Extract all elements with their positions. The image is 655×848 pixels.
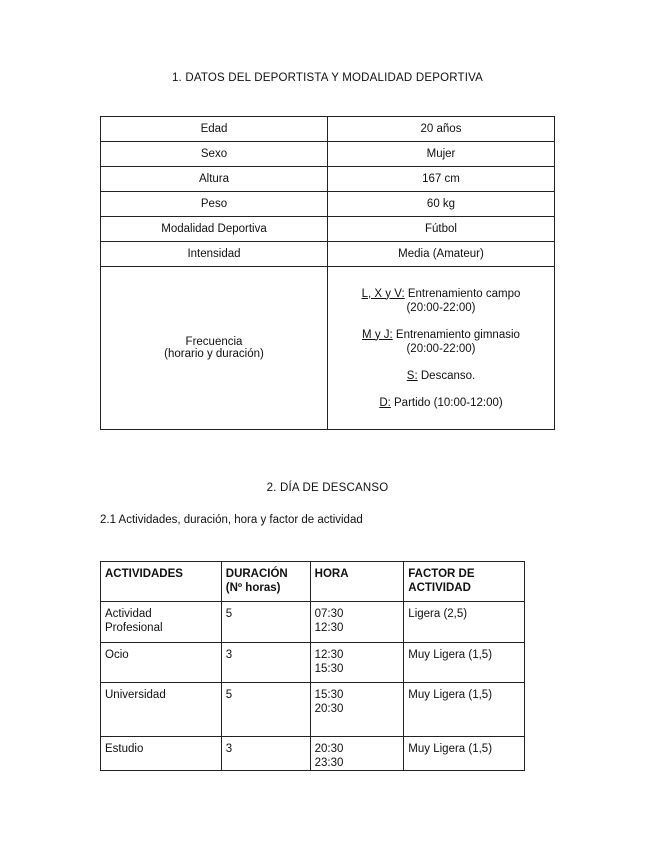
schedule-item <box>328 287 554 315</box>
hora-start: 15:30 <box>314 689 344 701</box>
header-factor-line2: ACTIVIDAD <box>408 582 471 594</box>
header-hora: HORA <box>310 562 404 602</box>
cell-duracion: 3 <box>221 643 310 683</box>
schedule-text: Entrenamiento gimnasio <box>392 328 520 341</box>
table-row <box>101 167 555 192</box>
schedule-time: (20:00-22:00) <box>406 301 476 314</box>
row-label: Edad <box>101 117 328 142</box>
row-value: 20 años <box>328 117 555 142</box>
cell-hora <box>310 683 404 737</box>
cell-actividad: Universidad <box>101 683 222 737</box>
cell-factor: Muy Ligera (1,5) <box>404 643 525 683</box>
cell-actividad: Estudio <box>101 737 222 771</box>
athlete-data-table <box>100 116 555 430</box>
cell-factor: Muy Ligera (1,5) <box>404 683 525 737</box>
table-header-row <box>101 562 525 602</box>
schedule-text: Partido (10:00-12:00) <box>390 396 503 409</box>
header-factor-line1: FACTOR DE <box>408 568 475 580</box>
header-duracion-line2: (Nº horas) <box>225 582 281 594</box>
hora-start: 20:30 <box>314 743 344 755</box>
hora-start: 12:30 <box>314 649 344 661</box>
row-value: Fútbol <box>328 217 555 242</box>
frequency-label-line1: Frecuencia <box>185 336 243 348</box>
table-row <box>101 217 555 242</box>
table-row <box>101 142 555 167</box>
section1-title: 1. DATOS DEL DEPORTISTA Y MODALIDAD DEPORTIVA <box>171 72 484 84</box>
cell-hora <box>310 737 404 771</box>
table-row <box>101 192 555 217</box>
cell-duracion: 5 <box>221 602 310 643</box>
row-label: Peso <box>101 192 328 217</box>
hora-end: 15:30 <box>314 663 344 675</box>
cell-hora <box>310 602 404 643</box>
actividad-line1: Actividad <box>105 608 152 620</box>
table-row <box>101 602 525 643</box>
header-duracion <box>221 562 310 602</box>
header-actividades: ACTIVIDADES <box>101 562 222 602</box>
frequency-label-line2: (horario y duración) <box>164 348 264 360</box>
row-value: Media (Amateur) <box>328 242 555 267</box>
section2-title: 2. DÍA DE DESCANSO <box>266 482 389 494</box>
table-row <box>101 643 525 683</box>
row-value: 60 kg <box>328 192 555 217</box>
hora-end: 20:30 <box>314 703 344 715</box>
row-label: Altura <box>101 167 328 192</box>
schedule-item <box>328 369 554 383</box>
table-row <box>101 117 555 142</box>
cell-actividad <box>101 602 222 643</box>
schedule-item <box>328 328 554 356</box>
hora-start: 07:30 <box>314 608 344 620</box>
hora-end: 23:30 <box>314 757 344 769</box>
cell-factor: Muy Ligera (1,5) <box>404 737 525 771</box>
cell-factor: Ligera (2,5) <box>404 602 525 643</box>
row-value: Mujer <box>328 142 555 167</box>
row-label: Sexo <box>101 142 328 167</box>
schedule-item <box>328 396 554 410</box>
cell-duracion: 3 <box>221 737 310 771</box>
row-label: Intensidad <box>101 242 328 267</box>
frequency-row <box>101 267 555 430</box>
cell-hora <box>310 643 404 683</box>
table-row <box>101 737 525 771</box>
section2-subtitle: 2.1 Actividades, duración, hora y factor de actividad <box>100 514 363 526</box>
schedule-days: M y J: <box>362 328 393 341</box>
cell-duracion: 5 <box>221 683 310 737</box>
schedule-days: D: <box>379 396 391 409</box>
activities-table <box>100 561 525 771</box>
frequency-schedule <box>328 267 555 430</box>
schedule-time: (20:00-22:00) <box>406 342 476 355</box>
header-factor <box>404 562 525 602</box>
table-row <box>101 683 525 737</box>
cell-actividad: Ocio <box>101 643 222 683</box>
row-value: 167 cm <box>328 167 555 192</box>
hora-end: 12:30 <box>314 622 344 634</box>
schedule-text: Entrenamiento campo <box>404 287 521 300</box>
schedule-text: Descanso. <box>417 369 476 382</box>
header-duracion-line1: DURACIÓN <box>225 568 288 580</box>
table-row <box>101 242 555 267</box>
actividad-line2: Profesional <box>105 622 163 634</box>
schedule-days: L, X y V: <box>361 287 405 300</box>
schedule-days: S: <box>406 369 418 382</box>
frequency-label <box>101 267 328 430</box>
row-label: Modalidad Deportiva <box>101 217 328 242</box>
